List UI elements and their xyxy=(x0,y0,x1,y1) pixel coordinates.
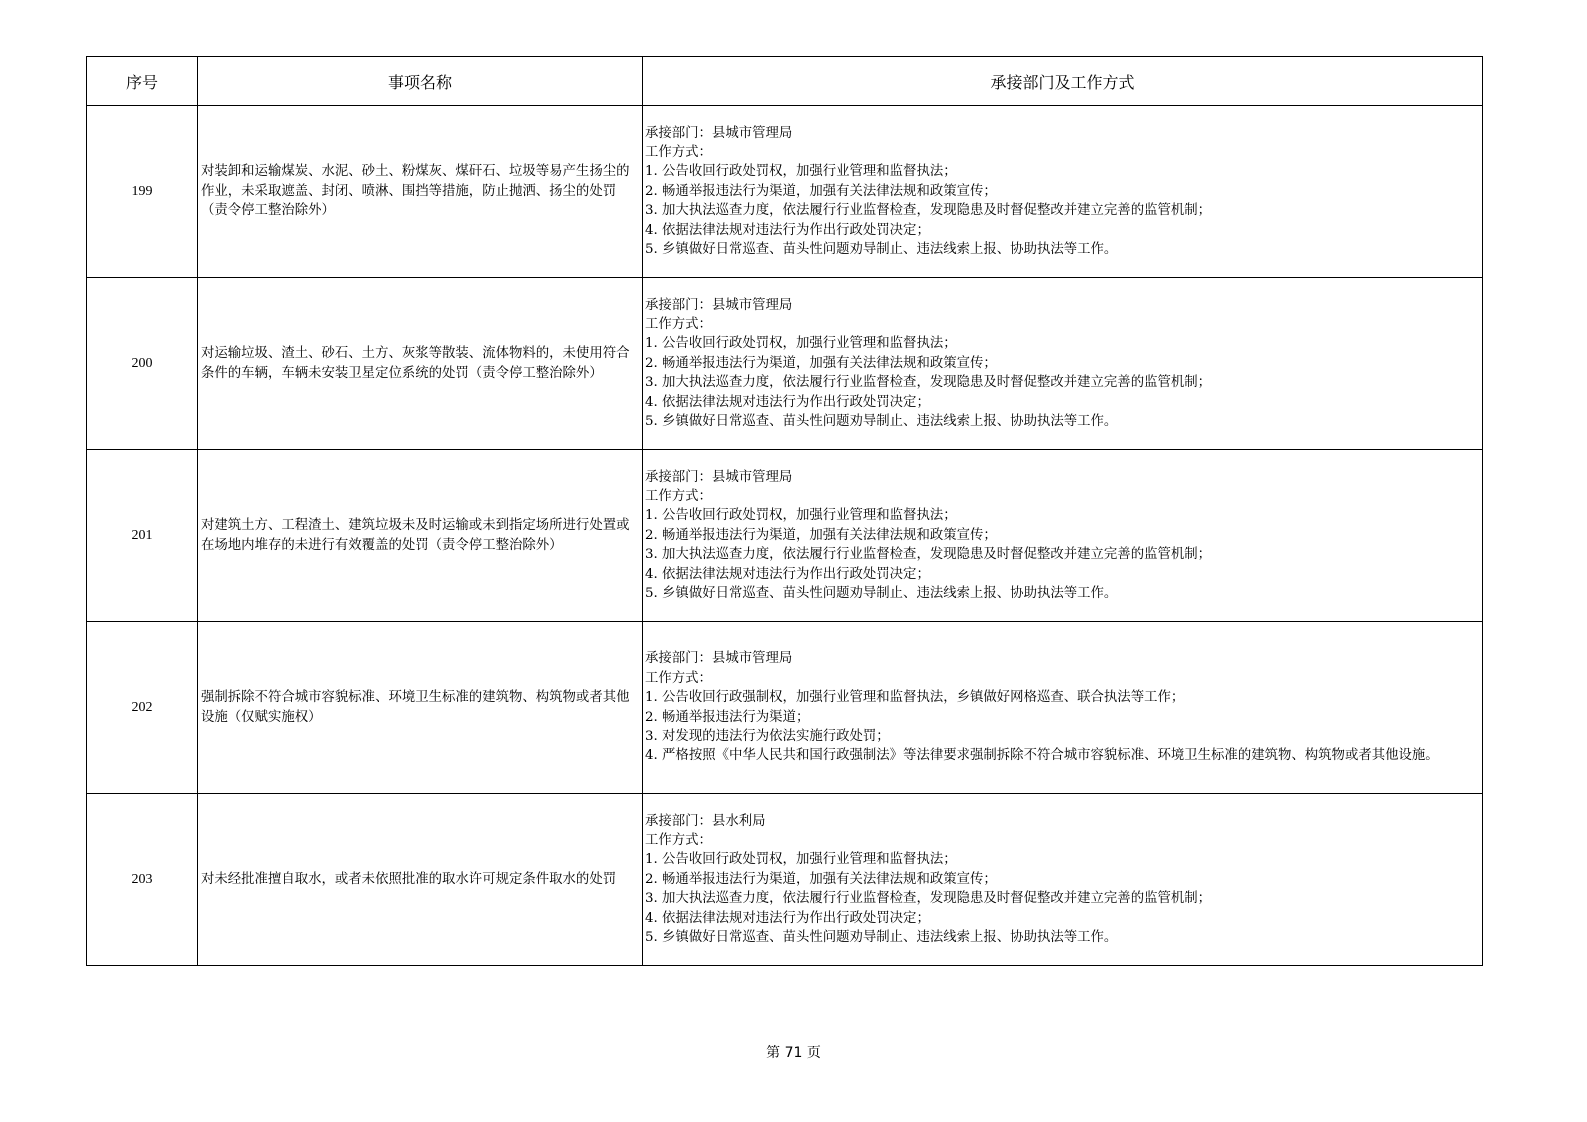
table-body xyxy=(87,106,1483,966)
work-method-item: 2. 畅通举报违法行为渠道，加强有关法律法规和政策宣传； xyxy=(645,527,997,543)
work-method-item: 5. 乡镇做好日常巡查、苗头性问题劝导制止、违法线索上报、协助执法等工作。 xyxy=(645,930,1118,946)
work-method-label: 工作方式： xyxy=(645,670,712,686)
work-method-item: 5. 乡镇做好日常巡查、苗头性问题劝导制止、违法线索上报、协助执法等工作。 xyxy=(645,414,1118,430)
work-method-item: 3. 加大执法巡查力度，依法履行行业监督检查，发现隐患及时督促整改并建立完善的监管机制； xyxy=(645,891,1212,907)
work-method-item: 4. 严格按照《中华人民共和国行政强制法》等法律要求强制拆除不符合城市容貌标准、环境卫生标准的建筑物、构筑物或者其他设施。 xyxy=(645,748,1439,764)
table-row xyxy=(87,106,1483,278)
work-method-item: 5. 乡镇做好日常巡查、苗头性问题劝导制止、违法线索上报、协助执法等工作。 xyxy=(645,242,1118,258)
department-line: 承接部门：县城市管理局 xyxy=(645,297,793,313)
work-method-item: 2. 畅通举报违法行为渠道，加强有关法律法规和政策宣传； xyxy=(645,183,997,199)
department-line: 承接部门：县水利局 xyxy=(645,813,766,829)
work-method-item: 4. 依据法律法规对违法行为作出行政处罚决定； xyxy=(645,394,930,410)
item-name: 对未经批准擅自取水，或者未依照批准的取水许可规定条件取水的处罚 xyxy=(198,794,643,966)
work-method-item: 3. 加大执法巡查力度，依法履行行业监督检查，发现隐患及时督促整改并建立完善的监管机制； xyxy=(645,203,1212,219)
work-method-item: 2. 畅通举报违法行为渠道； xyxy=(645,709,810,725)
table-row xyxy=(87,278,1483,450)
item-name: 对建筑土方、工程渣土、建筑垃圾未及时运输或未到指定场所进行处置或在场地内堆存的未进行有效覆盖的处罚（责令停工整治除外） xyxy=(198,450,643,622)
work-method-item: 4. 依据法律法规对违法行为作出行政处罚决定； xyxy=(645,566,930,582)
work-method-item: 1. 公告收回行政处罚权，加强行业管理和监督执法； xyxy=(645,164,957,180)
item-name: 对装卸和运输煤炭、水泥、砂土、粉煤灰、煤矸石、垃圾等易产生扬尘的作业，未采取遮盖、封闭、喷淋、围挡等措施，防止抛洒、扬尘的处罚（责令停工整治除外） xyxy=(198,106,643,278)
dept-method-cell xyxy=(643,278,1483,450)
work-method-item: 1. 公告收回行政处罚权，加强行业管理和监督执法； xyxy=(645,852,957,868)
department-line: 承接部门：县城市管理局 xyxy=(645,125,793,141)
work-method-item: 1. 公告收回行政处罚权，加强行业管理和监督执法； xyxy=(645,336,957,352)
row-number: 199 xyxy=(87,106,198,278)
header-number: 序号 xyxy=(87,57,198,106)
work-method-label: 工作方式： xyxy=(645,316,712,332)
row-number: 200 xyxy=(87,278,198,450)
work-method-item: 5. 乡镇做好日常巡查、苗头性问题劝导制止、违法线索上报、协助执法等工作。 xyxy=(645,586,1118,602)
work-method-item: 2. 畅通举报违法行为渠道，加强有关法律法规和政策宣传； xyxy=(645,355,997,371)
work-method-item: 4. 依据法律法规对违法行为作出行政处罚决定； xyxy=(645,222,930,238)
work-method-item: 3. 加大执法巡查力度，依法履行行业监督检查，发现隐患及时督促整改并建立完善的监管机制； xyxy=(645,375,1212,391)
header-item-name: 事项名称 xyxy=(198,57,643,106)
page-number: 第 71 页 xyxy=(766,1045,821,1061)
item-name: 强制拆除不符合城市容貌标准、环境卫生标准的建筑物、构筑物或者其他设施（仅赋实施权） xyxy=(198,622,643,794)
work-method-label: 工作方式： xyxy=(645,144,712,160)
table-row xyxy=(87,794,1483,966)
work-method-label: 工作方式： xyxy=(645,488,712,504)
row-number: 203 xyxy=(87,794,198,966)
work-method-label: 工作方式： xyxy=(645,832,712,848)
row-number: 201 xyxy=(87,450,198,622)
row-number: 202 xyxy=(87,622,198,794)
work-method-item: 3. 加大执法巡查力度，依法履行行业监督检查，发现隐患及时督促整改并建立完善的监管机制； xyxy=(645,547,1212,563)
dept-method-cell xyxy=(643,794,1483,966)
table-row xyxy=(87,622,1483,794)
work-method-item: 1. 公告收回行政强制权，加强行业管理和监督执法，乡镇做好网格巡查、联合执法等工作； xyxy=(645,690,1185,706)
work-method-item: 2. 畅通举报违法行为渠道，加强有关法律法规和政策宣传； xyxy=(645,871,997,887)
table-header-row xyxy=(87,57,1483,106)
work-method-item: 4. 依据法律法规对违法行为作出行政处罚决定； xyxy=(645,910,930,926)
department-line: 承接部门：县城市管理局 xyxy=(645,651,793,667)
matters-table xyxy=(86,56,1483,966)
department-line: 承接部门：县城市管理局 xyxy=(645,469,793,485)
dept-method-cell xyxy=(643,106,1483,278)
work-method-item: 3. 对发现的违法行为依法实施行政处罚； xyxy=(645,728,890,744)
item-name: 对运输垃圾、渣土、砂石、土方、灰浆等散装、流体物料的，未使用符合条件的车辆，车辆未安装卫星定位系统的处罚（责令停工整治除外） xyxy=(198,278,643,450)
table-row xyxy=(87,450,1483,622)
dept-method-cell xyxy=(643,450,1483,622)
dept-method-cell xyxy=(643,622,1483,794)
header-dept-method: 承接部门及工作方式 xyxy=(643,57,1483,106)
work-method-item: 1. 公告收回行政处罚权，加强行业管理和监督执法； xyxy=(645,508,957,524)
